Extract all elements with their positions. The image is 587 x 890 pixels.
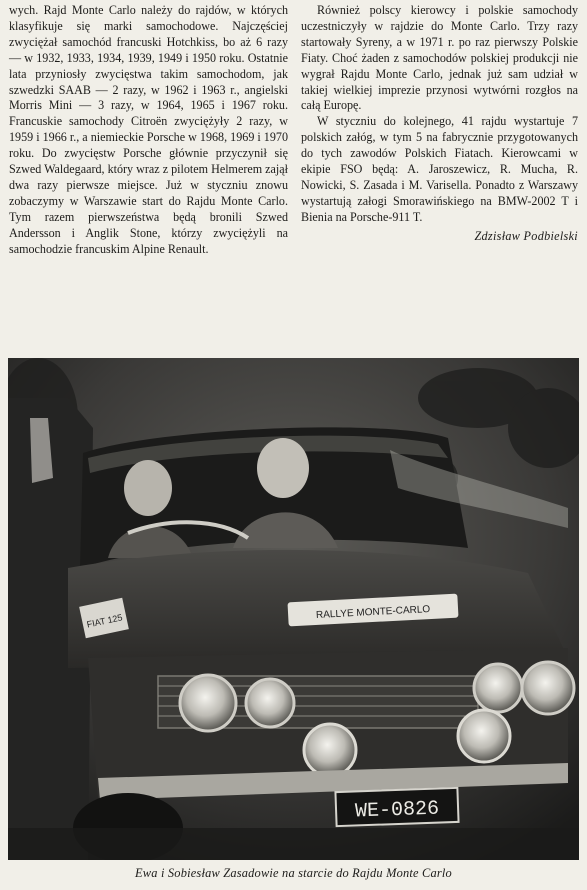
fog-lamp-left [304,724,356,776]
headlight-right-inner [474,664,522,712]
headlight-left-inner [246,679,294,727]
rally-plate-text: RALLYE MONTE-CARLO [315,604,431,621]
headlight-left-outer [180,675,236,731]
license-plate-text: WE-0826 [354,797,440,824]
photo-illustration [8,358,579,860]
fog-lamp-right [458,710,510,762]
photo-caption: Ewa i Sobiesław Zasadowie na starcie do Rajdu Monte Carlo [135,866,452,880]
article-text [0,0,587,350]
rally-car-photo [8,358,579,860]
paragraph: Również polscy kierowcy i polskie samochody uczestniczyły w rajdzie do Monte Carlo. Trzy razy startowały Syreny, a w 1971 r. po raz pierwszy Polskie Fiaty. Choć żaden z samochodów polskiej produkcji nie wygrał Rajdu Monte Carlo, jednak już sam udział w takiej wielkiej imprezie przynosi wytwórni rozgłos na całą Europę. [301,3,578,113]
article-column-left [9,3,288,258]
paragraph: W styczniu do kolejnego, 41 rajdu wystartuje 7 polskich załóg, w tym 5 na fabrycznie przygotowanych do tych zawodów Polskich Fiatach. Kierowcami w ekipie FSO będą: A. Jaroszewicz, R. Mucha, R. Nowicki, S. Zasada i M. Varisella. Ponadto z Warszawy wystartują załogi Smorawińskiego na BMW-2002 T i Bienia na Porsche-911 T. [301,114,578,224]
door-badge-text: FIAT 125 [85,612,124,630]
headlight-right-outer [522,662,574,714]
author-signature: Zdzisław Podbielski [474,228,578,243]
license-plate [335,788,458,826]
article-column-right [301,3,578,245]
paragraph: wych. Rajd Monte Carlo należy do rajdów, w których klasyfikuje się marki samochodowe. Najczęściej zwyciężał samochód francuski Hotchkiss, bo aż 6 razy — w 1932, 1933, 1934, 1939, 1949 i 1950 roku. Ostatnie lata przyniosły zwycięstwa takim samochodom, jak szwedzki SAAB — 2 razy, w 1962 i 1963 r., angielski Morris Mini — 3 razy, w 1964, 1965 i 1967 roku. Francuskie samochody Citroën zwyciężyły 2 razy, w 1959 i 1966 r., a niemieckie Porsche w 1968, 1969 i 1970 roku. Do zwycięstw Porsche głównie przyczynił się Szwed Waldegaard, który wraz z pilotem Helmerem zajął dwa razy pierwsze miejsce. Już w styczniu znowu zobaczymy w Warszawie start do Rajdu Monte Carlo. Tym razem pierwszeństwa będą bronili Szwed Andersson i Anglik Stone, którzy zwyciężyli na samochodzie francuskim Alpine Renault. [9,3,288,256]
road-shadow [8,828,579,860]
